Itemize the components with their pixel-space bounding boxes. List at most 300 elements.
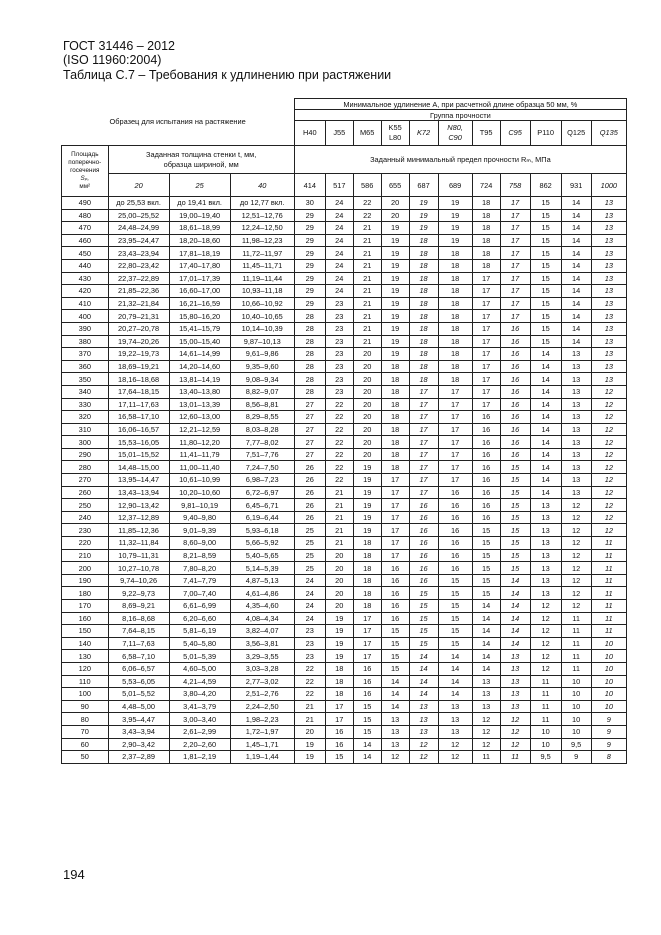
elongation-cell: 11: [561, 662, 591, 675]
thickness-cell: 4,61–4,86: [230, 587, 294, 600]
elongation-cell: 16: [472, 411, 500, 424]
elongation-cell: 12: [561, 537, 591, 550]
thickness-cell: 7,64–8,15: [108, 625, 169, 638]
elongation-cell: 14: [561, 209, 591, 222]
elongation-cell: 19: [294, 738, 325, 751]
elongation-cell: 13: [530, 549, 561, 562]
thickness-cell: 14,48–15,00: [108, 461, 169, 474]
elongation-cell: 19: [325, 625, 353, 638]
elongation-cell: 16: [409, 511, 438, 524]
elongation-cell: 15: [409, 612, 438, 625]
elongation-cell: 13: [591, 322, 626, 335]
elongation-cell: 27: [294, 411, 325, 424]
table-row: [62, 688, 627, 701]
table-row: [62, 549, 627, 562]
thickness-cell: 11,80–12,20: [169, 436, 230, 449]
elongation-cell: 29: [294, 234, 325, 247]
elongation-cell: 17: [438, 411, 472, 424]
elongation-cell: 13: [500, 688, 530, 701]
elongation-cell: 10: [561, 688, 591, 701]
table-row: [62, 738, 627, 751]
elongation-cell: 15: [500, 537, 530, 550]
elongation-cell: 26: [294, 499, 325, 512]
thickness-cell: 2,20–2,60: [169, 738, 230, 751]
elongation-cell: 12: [591, 448, 626, 461]
specimen-width: 25: [169, 174, 230, 197]
thickness-cell: 13,81–14,19: [169, 373, 230, 386]
elongation-cell: 17: [381, 474, 409, 487]
table-row: [62, 322, 627, 335]
table-row: [62, 650, 627, 663]
thickness-cell: 8,69–9,21: [108, 600, 169, 613]
elongation-cell: 28: [294, 310, 325, 323]
thickness-cell: 17,64–18,15: [108, 385, 169, 398]
thickness-cell: 4,87–5,13: [230, 574, 294, 587]
elongation-cell: 22: [325, 398, 353, 411]
table-row: [62, 234, 627, 247]
thickness-cell: 2,61–2,99: [169, 725, 230, 738]
thickness-cell: 18,20–18,60: [169, 234, 230, 247]
elongation-cell: 18: [353, 600, 381, 613]
elongation-cell: 18: [438, 285, 472, 298]
elongation-cell: 14: [530, 486, 561, 499]
thickness-cell: 7,51–7,76: [230, 448, 294, 461]
thickness-cell: 10,61–10,99: [169, 474, 230, 487]
elongation-cell: 23: [325, 385, 353, 398]
elongation-cell: 13: [409, 700, 438, 713]
elongation-cell: 11: [591, 625, 626, 638]
elongation-cell: 10: [591, 650, 626, 663]
elongation-cell: 12: [561, 600, 591, 613]
elongation-cell: 19: [381, 272, 409, 285]
elongation-cell: 21: [353, 272, 381, 285]
grade-label: J55: [333, 128, 346, 137]
grade-label: Q125: [567, 128, 586, 137]
grade-header: [381, 121, 409, 146]
elongation-cell: 13: [591, 209, 626, 222]
elongation-cell: 13: [500, 700, 530, 713]
thickness-cell: 6,45–6,71: [230, 499, 294, 512]
elongation-cell: 13: [591, 360, 626, 373]
elongation-cell: 15: [438, 612, 472, 625]
elongation-cell: 22: [325, 423, 353, 436]
area-cell: 110: [62, 675, 109, 688]
elongation-cell: 17: [500, 259, 530, 272]
thickness-cell: 9,35–9,60: [230, 360, 294, 373]
elongation-cell: 20: [353, 448, 381, 461]
yield-strength: 758: [500, 174, 530, 197]
elongation-cell: 15: [530, 247, 561, 260]
thickness-header: Заданная толщина стенки t, мм, образца шириной, мм: [108, 146, 294, 174]
table-row: [62, 259, 627, 272]
elongation-cell: 11: [561, 637, 591, 650]
elongation-cell: 19: [381, 335, 409, 348]
thickness-cell: 4,35–4,60: [230, 600, 294, 613]
elongation-cell: 16: [409, 537, 438, 550]
elongation-cell: 15: [472, 574, 500, 587]
elongation-cell: 15: [500, 562, 530, 575]
elongation-cell: 14: [381, 675, 409, 688]
elongation-cell: 27: [294, 398, 325, 411]
elongation-cell: 14: [500, 600, 530, 613]
elongation-table: [61, 98, 627, 764]
elongation-cell: 23: [325, 297, 353, 310]
elongation-cell: 13: [409, 725, 438, 738]
elongation-cell: 12: [500, 738, 530, 751]
elongation-cell: 18: [325, 688, 353, 701]
elongation-cell: 15: [409, 587, 438, 600]
elongation-cell: 18: [409, 272, 438, 285]
elongation-cell: 18: [381, 461, 409, 474]
elongation-cell: 12: [409, 738, 438, 751]
elongation-cell: 11: [591, 562, 626, 575]
area-cell: 450: [62, 247, 109, 260]
elongation-cell: 12: [561, 574, 591, 587]
elongation-cell: 15: [381, 637, 409, 650]
grade-label: C95: [508, 128, 522, 137]
area-cell: 300: [62, 436, 109, 449]
min-yield-header: Заданный минимальный предел прочности Rₘ, МПа: [294, 146, 626, 174]
thickness-cell: 6,20–6,60: [169, 612, 230, 625]
elongation-cell: 18: [381, 423, 409, 436]
elongation-cell: 15: [472, 587, 500, 600]
thickness-cell: 7,77–8,02: [230, 436, 294, 449]
table-row: [62, 675, 627, 688]
elongation-cell: 18: [381, 411, 409, 424]
table-row: [62, 335, 627, 348]
elongation-cell: 18: [409, 348, 438, 361]
thickness-cell: 5,01–5,52: [108, 688, 169, 701]
elongation-cell: 15: [472, 537, 500, 550]
elongation-cell: 20: [353, 373, 381, 386]
elongation-cell: 16: [381, 574, 409, 587]
elongation-cell: 13: [500, 662, 530, 675]
elongation-cell: 17: [381, 511, 409, 524]
thickness-cell: 3,43–3,94: [108, 725, 169, 738]
elongation-cell: 14: [530, 461, 561, 474]
elongation-cell: 14: [530, 348, 561, 361]
elongation-cell: 18: [381, 448, 409, 461]
area-cell: 150: [62, 625, 109, 638]
elongation-cell: 12: [591, 385, 626, 398]
area-cell: 370: [62, 348, 109, 361]
thickness-cell: 14,61–14,99: [169, 348, 230, 361]
thickness-cell: 9,74–10,26: [108, 574, 169, 587]
elongation-cell: 21: [325, 511, 353, 524]
elongation-cell: 29: [294, 222, 325, 235]
elongation-cell: 20: [381, 209, 409, 222]
elongation-cell: 13: [530, 574, 561, 587]
elongation-cell: 12: [591, 411, 626, 424]
table-row: [62, 486, 627, 499]
yield-strength: 414: [294, 174, 325, 197]
elongation-cell: 9: [591, 738, 626, 751]
thickness-cell: 10,79–11,31: [108, 549, 169, 562]
thickness-cell: 3,29–3,55: [230, 650, 294, 663]
elongation-cell: 24: [294, 612, 325, 625]
elongation-cell: 12: [500, 713, 530, 726]
elongation-cell: 13: [561, 360, 591, 373]
elongation-cell: 13: [381, 738, 409, 751]
elongation-cell: 15: [438, 637, 472, 650]
elongation-cell: 18: [381, 398, 409, 411]
elongation-cell: 18: [438, 259, 472, 272]
thickness-cell: 19,74–20,26: [108, 335, 169, 348]
thickness-cell: 11,41–11,79: [169, 448, 230, 461]
elongation-cell: 26: [294, 511, 325, 524]
elongation-cell: 15: [438, 625, 472, 638]
elongation-cell: 28: [294, 385, 325, 398]
yield-strength: 862: [530, 174, 561, 197]
elongation-cell: 16: [381, 612, 409, 625]
yield-strength: 586: [353, 174, 381, 197]
grade-label-sub: L80: [388, 133, 402, 142]
thickness-cell: 8,60–9,00: [169, 537, 230, 550]
min-elongation-header: Минимальное удлинение A, при расчетной длине образца 50 мм, %: [294, 99, 626, 110]
thickness-cell: 17,11–17,63: [108, 398, 169, 411]
table-row: [62, 222, 627, 235]
area-cell: 130: [62, 650, 109, 663]
thickness-cell: 1,72–1,97: [230, 725, 294, 738]
area-cell: 220: [62, 537, 109, 550]
elongation-cell: 21: [353, 297, 381, 310]
elongation-cell: 13: [561, 411, 591, 424]
area-cell: 200: [62, 562, 109, 575]
thickness-cell: 22,80–23,42: [108, 259, 169, 272]
grade-header: [438, 121, 472, 146]
thickness-cell: до 25,53 вкл.: [108, 197, 169, 210]
elongation-cell: 19: [438, 222, 472, 235]
elongation-cell: 13: [381, 725, 409, 738]
elongation-cell: 28: [294, 322, 325, 335]
thickness-cell: 20,27–20,78: [108, 322, 169, 335]
elongation-cell: 16: [472, 436, 500, 449]
thickness-cell: 3,56–3,81: [230, 637, 294, 650]
elongation-cell: 17: [500, 197, 530, 210]
elongation-cell: 9: [591, 713, 626, 726]
elongation-cell: 13: [530, 499, 561, 512]
elongation-cell: 19: [353, 474, 381, 487]
elongation-cell: 21: [353, 285, 381, 298]
thickness-cell: 25,00–25,52: [108, 209, 169, 222]
table-row: [62, 587, 627, 600]
elongation-cell: 12: [561, 549, 591, 562]
elongation-cell: 24: [325, 209, 353, 222]
elongation-cell: 16: [438, 537, 472, 550]
elongation-cell: 17: [409, 461, 438, 474]
elongation-cell: 18: [381, 373, 409, 386]
area-cell: 100: [62, 688, 109, 701]
table-row: [62, 348, 627, 361]
elongation-cell: 13: [561, 373, 591, 386]
elongation-cell: 12: [530, 662, 561, 675]
elongation-cell: 17: [472, 272, 500, 285]
elongation-cell: 16: [500, 411, 530, 424]
elongation-cell: 12: [472, 713, 500, 726]
table-row: [62, 209, 627, 222]
elongation-cell: 14: [500, 587, 530, 600]
elongation-cell: 13: [530, 587, 561, 600]
elongation-cell: 12: [472, 725, 500, 738]
elongation-cell: 16: [381, 562, 409, 575]
thickness-cell: 2,37–2,89: [108, 751, 169, 764]
elongation-cell: 13: [591, 297, 626, 310]
elongation-cell: 14: [561, 272, 591, 285]
elongation-cell: 15: [353, 700, 381, 713]
elongation-cell: 12: [381, 751, 409, 764]
elongation-cell: 16: [472, 486, 500, 499]
elongation-cell: 18: [472, 247, 500, 260]
elongation-cell: 18: [409, 335, 438, 348]
elongation-cell: 17: [472, 310, 500, 323]
thickness-cell: 14,20–14,60: [169, 360, 230, 373]
elongation-cell: 12: [561, 562, 591, 575]
elongation-cell: 13: [561, 348, 591, 361]
thickness-cell: 4,48–5,00: [108, 700, 169, 713]
elongation-cell: 16: [438, 562, 472, 575]
elongation-cell: 16: [472, 499, 500, 512]
elongation-cell: 28: [294, 335, 325, 348]
elongation-cell: 15: [381, 625, 409, 638]
elongation-cell: 16: [409, 562, 438, 575]
thickness-cell: 9,87–10,13: [230, 335, 294, 348]
elongation-cell: 15: [353, 725, 381, 738]
elongation-cell: 20: [325, 562, 353, 575]
area-cell: 340: [62, 385, 109, 398]
elongation-cell: 16: [472, 423, 500, 436]
table-row: [62, 411, 627, 424]
table-row: [62, 297, 627, 310]
elongation-cell: 14: [561, 322, 591, 335]
table-row: [62, 574, 627, 587]
elongation-cell: 15: [530, 272, 561, 285]
thickness-cell: 11,19–11,44: [230, 272, 294, 285]
yield-strength: 687: [409, 174, 438, 197]
elongation-cell: 17: [353, 612, 381, 625]
thickness-cell: 11,85–12,36: [108, 524, 169, 537]
area-cell: 120: [62, 662, 109, 675]
elongation-cell: 17: [409, 474, 438, 487]
elongation-cell: 15: [438, 587, 472, 600]
elongation-cell: 23: [325, 335, 353, 348]
thickness-cell: 8,03–8,28: [230, 423, 294, 436]
table-row: [62, 398, 627, 411]
grade-header: [530, 121, 561, 146]
elongation-cell: 17: [438, 398, 472, 411]
thickness-cell: 8,21–8,59: [169, 549, 230, 562]
thickness-cell: 19,22–19,73: [108, 348, 169, 361]
thickness-cell: 5,66–5,92: [230, 537, 294, 550]
thickness-cell: 22,37–22,89: [108, 272, 169, 285]
elongation-cell: 18: [381, 385, 409, 398]
thickness-cell: 18,16–18,68: [108, 373, 169, 386]
elongation-cell: 28: [294, 360, 325, 373]
elongation-cell: 17: [472, 385, 500, 398]
elongation-cell: 18: [353, 574, 381, 587]
elongation-cell: 12: [591, 423, 626, 436]
thickness-cell: до 12,77 вкл.: [230, 197, 294, 210]
elongation-cell: 20: [353, 348, 381, 361]
area-cell: 330: [62, 398, 109, 411]
elongation-cell: 10: [561, 713, 591, 726]
grade-header: [294, 121, 325, 146]
elongation-cell: 13: [500, 675, 530, 688]
elongation-cell: 15: [353, 713, 381, 726]
thickness-cell: 3,95–4,47: [108, 713, 169, 726]
grade-header: [500, 121, 530, 146]
elongation-cell: 14: [530, 423, 561, 436]
elongation-cell: 13: [530, 524, 561, 537]
area-cell: 420: [62, 285, 109, 298]
elongation-cell: 13: [561, 423, 591, 436]
elongation-cell: 17: [472, 398, 500, 411]
elongation-cell: 21: [325, 537, 353, 550]
thickness-cell: 2,90–3,42: [108, 738, 169, 751]
thickness-cell: 12,60–13,00: [169, 411, 230, 424]
table-row: [62, 423, 627, 436]
elongation-cell: 19: [438, 234, 472, 247]
elongation-cell: 13: [472, 688, 500, 701]
table-row: [62, 637, 627, 650]
elongation-cell: 16: [500, 348, 530, 361]
thickness-cell: 2,24–2,50: [230, 700, 294, 713]
thickness-cell: 9,81–10,19: [169, 499, 230, 512]
area-cell: 180: [62, 587, 109, 600]
elongation-cell: 21: [353, 259, 381, 272]
elongation-cell: 12: [591, 436, 626, 449]
thickness-cell: 8,56–8,81: [230, 398, 294, 411]
elongation-cell: 24: [294, 574, 325, 587]
elongation-cell: 12: [561, 524, 591, 537]
elongation-cell: 18: [472, 222, 500, 235]
elongation-cell: 17: [438, 474, 472, 487]
elongation-cell: 15: [438, 574, 472, 587]
elongation-cell: 22: [325, 461, 353, 474]
elongation-cell: 18: [381, 436, 409, 449]
elongation-cell: 13: [591, 197, 626, 210]
elongation-cell: 18: [438, 247, 472, 260]
elongation-cell: 13: [591, 285, 626, 298]
yield-strength: 655: [381, 174, 409, 197]
grade-label: K72: [416, 128, 431, 137]
elongation-cell: 13: [472, 675, 500, 688]
elongation-cell: 10: [591, 675, 626, 688]
table-title: Таблица С.7 – Требования к удлинению при растяжении: [63, 68, 392, 82]
elongation-cell: 15: [500, 474, 530, 487]
elongation-cell: 18: [409, 247, 438, 260]
elongation-cell: 15: [409, 600, 438, 613]
thickness-cell: 12,51–12,76: [230, 209, 294, 222]
table-row: [62, 662, 627, 675]
thickness-cell: 24,48–24,99: [108, 222, 169, 235]
elongation-cell: 18: [438, 373, 472, 386]
table-row: [62, 713, 627, 726]
elongation-cell: 16: [438, 486, 472, 499]
table-row: [62, 373, 627, 386]
grade-label: Q135: [599, 128, 618, 137]
elongation-cell: 21: [353, 310, 381, 323]
elongation-cell: 14: [472, 612, 500, 625]
elongation-cell: 12: [591, 474, 626, 487]
thickness-cell: 13,40–13,80: [169, 385, 230, 398]
elongation-cell: 18: [472, 197, 500, 210]
elongation-cell: 19: [381, 247, 409, 260]
elongation-cell: 18: [472, 234, 500, 247]
grade-label: H40: [303, 128, 317, 137]
elongation-cell: 16: [472, 461, 500, 474]
thickness-cell: 21,85–22,36: [108, 285, 169, 298]
elongation-cell: 13: [561, 385, 591, 398]
